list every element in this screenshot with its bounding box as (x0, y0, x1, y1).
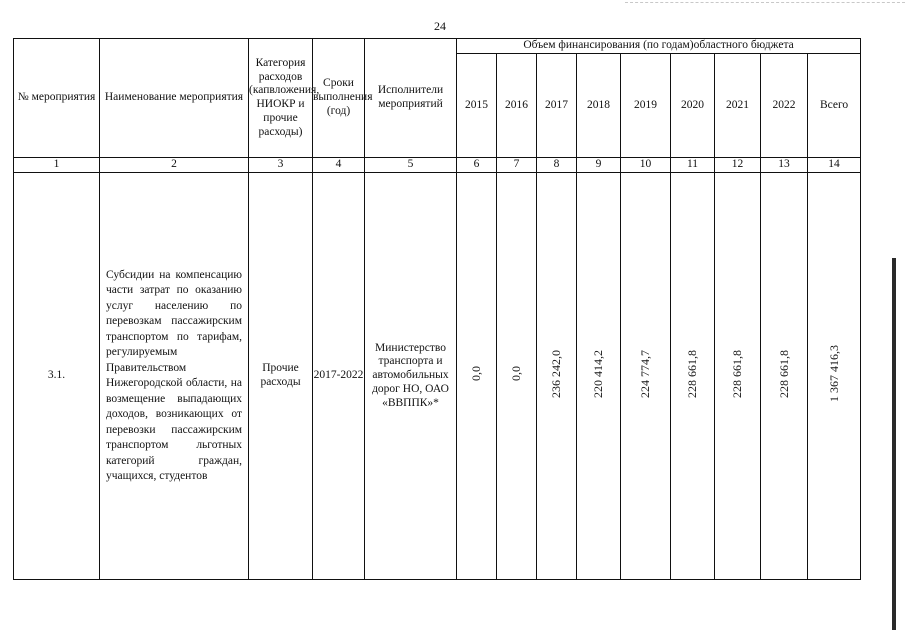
row-num: 3.1. (14, 173, 100, 580)
column-number: 10 (621, 158, 671, 173)
value-cell-2020 (671, 173, 715, 580)
value-cell-2021 (715, 173, 761, 580)
value-cell-2022 (761, 173, 808, 580)
value-cell-2015 (457, 173, 497, 580)
column-number: 4 (313, 158, 365, 173)
header-num: № мероприятия (14, 39, 100, 158)
column-number: 8 (537, 158, 577, 173)
header-year-2016: 2016 (497, 53, 537, 157)
value-cell-2018 (577, 173, 621, 580)
header-funding-group: Объем финансирования (по годам)областного бюджета (457, 39, 861, 54)
header-year-2021: 2021 (715, 53, 761, 157)
column-number: 2 (100, 158, 249, 173)
value-2019: 224 774,7 (638, 349, 653, 398)
value-cell-total (808, 173, 861, 580)
row-name: Субсидии на компенсацию части затрат по оказанию услуг населению по перевозкам пассажирским транспортом по тарифам, регулируемым Правительством Нижегородской области, на возмещение выпадающих доходов, возникающих от перевозки пассажирским транспортом льготных категорий граждан, учащихся, студентов (100, 173, 249, 580)
column-number: 1 (14, 158, 100, 173)
row-terms: 2017-2022 (313, 173, 365, 580)
header-total: Всего (808, 53, 861, 157)
column-number: 5 (365, 158, 457, 173)
scan-artifact-line (625, 2, 905, 3)
column-number: 14 (808, 158, 861, 173)
value-2015: 0,0 (469, 366, 484, 382)
header-year-2018: 2018 (577, 53, 621, 157)
value-2017: 236 242,0 (549, 349, 564, 398)
row-category: Прочие расходы (249, 173, 313, 580)
column-number: 12 (715, 158, 761, 173)
page-number: 24 (434, 19, 446, 33)
header-year-2020: 2020 (671, 53, 715, 157)
column-number: 6 (457, 158, 497, 173)
value-cell-2016 (497, 173, 537, 580)
header-year-2017: 2017 (537, 53, 577, 157)
table-row (14, 173, 861, 580)
header-terms: Сроки выполнения (год) (313, 39, 365, 158)
value-2016: 0,0 (509, 366, 524, 382)
value-cell-2019 (621, 173, 671, 580)
scan-edge-mark (892, 258, 896, 630)
header-category: Категория расходов (капвложения, НИОКР и прочие расходы) (249, 39, 313, 158)
value-cell-2017 (537, 173, 577, 580)
column-number: 7 (497, 158, 537, 173)
column-number: 9 (577, 158, 621, 173)
value-2020: 228 661,8 (685, 349, 700, 398)
value-total: 1 367 416,3 (826, 345, 841, 403)
header-executors: Исполнители мероприятий (365, 39, 457, 158)
column-number: 13 (761, 158, 808, 173)
column-number: 11 (671, 158, 715, 173)
funding-table (13, 38, 861, 580)
value-2018: 220 414,2 (591, 349, 606, 398)
header-year-2015: 2015 (457, 53, 497, 157)
value-2021: 228 661,8 (730, 349, 745, 398)
header-year-2022: 2022 (761, 53, 808, 157)
header-name: Наименование мероприятия (100, 39, 249, 158)
column-number: 3 (249, 158, 313, 173)
header-year-2019: 2019 (621, 53, 671, 157)
value-2022: 228 661,8 (776, 349, 791, 398)
row-executor: Министерство транспорта и автомобильных дорог НО, ОАО «ВВППК»* (365, 173, 457, 580)
